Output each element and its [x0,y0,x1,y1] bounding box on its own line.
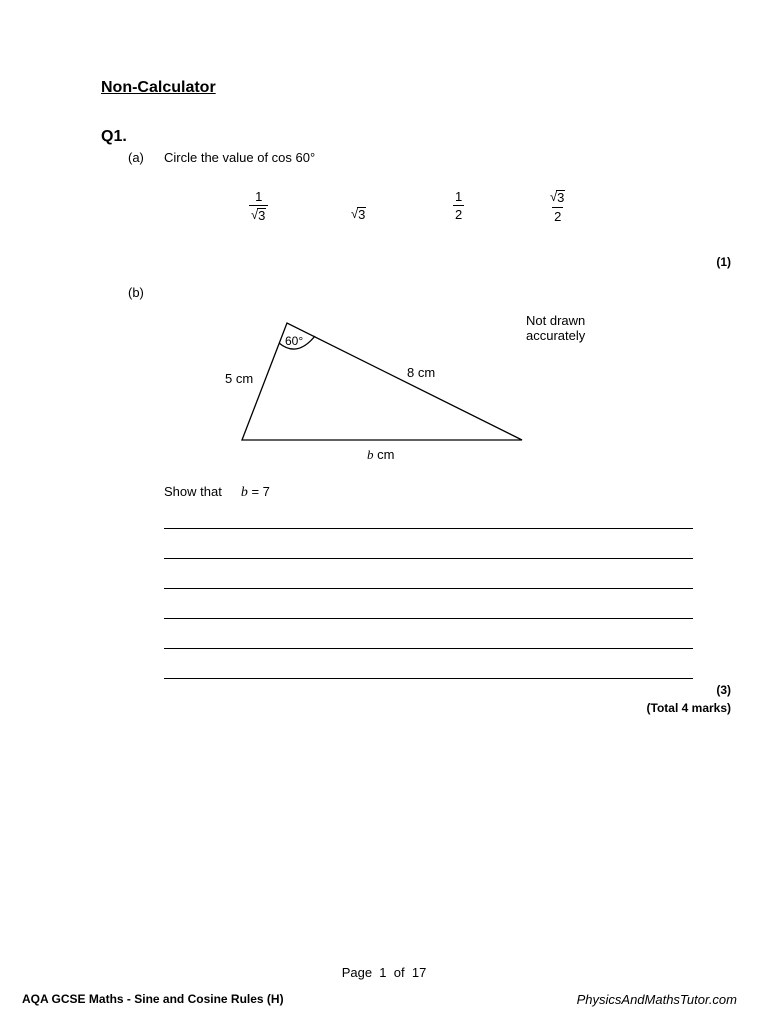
part-b-marks: (3) [716,683,731,697]
answer-line[interactable] [164,648,693,649]
option-1-numerator: 1 [255,189,263,204]
answer-line[interactable] [164,678,693,679]
page-number: Page 1 of 17 [341,965,427,980]
part-b-label: (b) [128,285,144,300]
triangle-diagram [0,0,768,480]
option-root-three-over-two[interactable]: √ 3 2 [550,189,565,224]
answer-line[interactable] [164,558,693,559]
side-left-label: 5 cm [225,371,254,386]
part-a-prompt: Circle the value of cos 60° [164,150,316,165]
part-a-label: (a) [128,150,144,165]
option-one-half[interactable]: $\frac{1}{2}$ [455,189,463,222]
option-1-denominator: √ 3 [251,207,266,223]
side-top-label: 8 cm [407,365,436,380]
section-title: Non-Calculator [101,79,216,96]
answer-line[interactable] [164,588,693,589]
show-that-statement: Show that b = 7 [164,484,270,500]
radical-sign: √ [550,189,558,204]
footer-document-title: AQA GCSE Maths - Sine and Cosine Rules (H) [22,992,284,1006]
answer-line[interactable] [164,528,693,529]
answer-line[interactable] [164,618,693,619]
question-number: Q1. [101,128,127,145]
radical-sign: √ [251,207,259,222]
angle-label: 60° [285,334,304,348]
not-drawn-note-line2: accurately [526,328,586,343]
triangle-shape [242,323,522,440]
not-drawn-note-line1: Not drawn [526,313,586,328]
total-marks: (Total 4 marks) [646,701,731,715]
option-root-three[interactable]: √ 3 [351,206,366,222]
side-bottom-label: b cm [367,447,395,462]
part-a-marks: (1) [716,255,731,269]
radical-sign: √ [351,206,359,221]
footer-website: PhysicsAndMathsTutor.com [576,992,737,1007]
